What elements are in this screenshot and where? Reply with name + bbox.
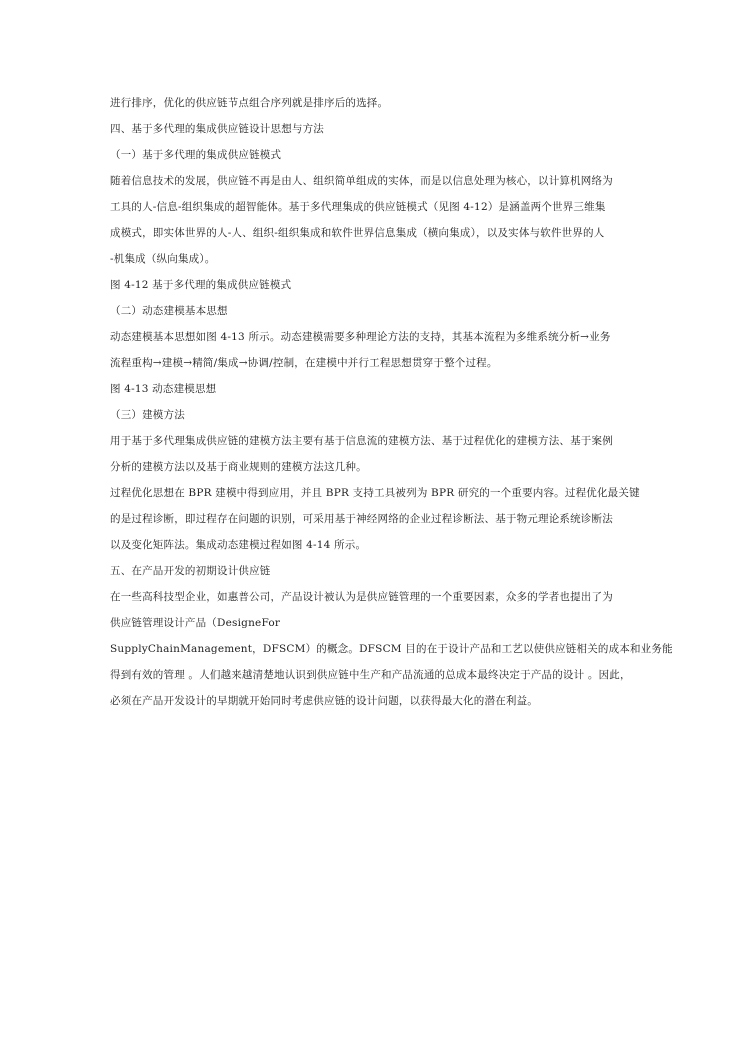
text-line: 流程重构→建模→精简/集成→协调/控制，在建模中并行工程思想贯穿于整个过程。 — [110, 357, 498, 369]
text-line: 供应链管理设计产品（DesigneFor — [110, 617, 281, 629]
text-line: -机集成（纵向集成）。 — [110, 253, 216, 265]
text-line: 动态建模基本思想如图 4-13 所示。动态建模需要多种理论方法的支持，其基本流程为多维系统分析→业务 — [110, 331, 611, 343]
text-line: 以及变化矩阵法。集成动态建模过程如图 4-14 所示。 — [110, 539, 367, 551]
figure-caption: 图 4-13 动态建模思想 — [110, 383, 217, 395]
text-line: 成模式，即实体世界的人-人、组织-组织集成和软件世界信息集成（横向集成），以及实体与软件世界的人 — [110, 227, 605, 239]
text-line: 随着信息技术的发展，供应链不再是由人、组织简单组成的实体，而是以信息处理为核心，以计算机网络为 — [110, 175, 613, 187]
text-line: SupplyChainManagement，DFSCM）的概念。DFSCM 目的在于设计产品和工艺以使供应链相关的成本和业务能 — [110, 643, 673, 655]
document-page — [110, 90, 673, 714]
text-line: 工具的人-信息-组织集成的超智能体。基于多代理集成的供应链模式（见图 4-12）是涵盖两个世界三维集 — [110, 201, 606, 213]
figure-caption: 图 4-12 基于多代理的集成供应链模式 — [110, 279, 292, 291]
subsection-heading: （三）建模方法 — [110, 409, 185, 421]
text-line: 分析的建模方法以及基于商业规则的建模方法这几种。 — [110, 461, 367, 473]
section-heading: 五、在产品开发的初期设计供应链 — [110, 565, 271, 577]
subsection-heading: （一）基于多代理的集成供应链模式 — [110, 149, 282, 161]
text-line: 的是过程诊断，即过程存在问题的识别，可采用基于神经网络的企业过程诊断法、基于物元理论系统诊断法 — [110, 513, 613, 525]
text-line: 在一些高科技型企业，如惠普公司，产品设计被认为是供应链管理的一个重要因素，众多的学者也提出了为 — [110, 591, 613, 603]
text-line: 必须在产品开发设计的早期就开始同时考虑供应链的设计问题，以获得最大化的潜在利益。 — [110, 695, 538, 707]
text-line: 进行排序，优化的供应链节点组合序列就是排序后的选择。 — [110, 97, 389, 109]
text-line: 过程优化思想在 BPR 建模中得到应用，并且 BPR 支持工具被列为 BPR 研究的一个重要内容。过程优化最关键 — [110, 487, 640, 499]
subsection-heading: （二）动态建模基本思想 — [110, 305, 228, 317]
section-heading: 四、基于多代理的集成供应链设计思想与方法 — [110, 123, 324, 135]
text-line: 用于基于多代理集成供应链的建模方法主要有基于信息流的建模方法、基于过程优化的建模方法、基于案例 — [110, 435, 613, 447]
text-line: 得到有效的管理 。人们越来越清楚地认识到供应链中生产和产品流通的总成本最终决定于产品的设计 。因此， — [110, 669, 631, 681]
